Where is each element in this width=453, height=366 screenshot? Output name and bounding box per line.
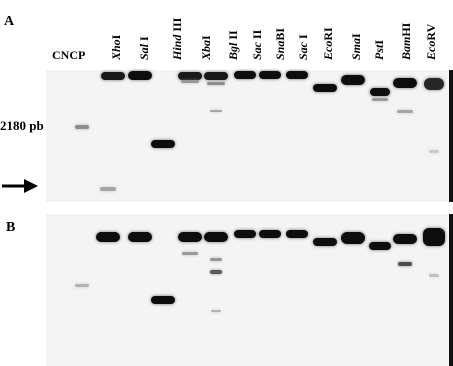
gel-band [75, 125, 89, 129]
lane-label-enzyme-name: Sal [137, 43, 151, 60]
gel-band [313, 238, 337, 246]
gel-band [429, 274, 439, 277]
lane-label-suffix: I [349, 33, 363, 38]
gel-band [151, 140, 175, 148]
gel-band [210, 110, 222, 112]
gel-band [128, 71, 152, 80]
gel-band [393, 78, 417, 88]
lane-label-enzyme-name: Xho [109, 39, 123, 60]
lane-label-enzyme-name: Sma [349, 37, 363, 60]
gel-band [207, 82, 225, 85]
lane-label-suffix: I [372, 39, 386, 45]
lane-label-hindiii [170, 17, 184, 60]
gel-band [211, 310, 221, 312]
lane-label-snabi [273, 27, 287, 60]
lane-label-suffix: I [137, 36, 151, 44]
lane-label-suffix: RV [424, 23, 438, 41]
lane-label-psti [372, 39, 386, 60]
gel-band [101, 72, 125, 80]
panel-divider [46, 202, 453, 214]
gel-band [397, 110, 413, 113]
gel-band [424, 78, 444, 90]
size-marker-label: 2180 pb [0, 118, 44, 133]
gel-band [341, 75, 365, 85]
gel-band [429, 150, 439, 153]
lane-label-suffix: I [109, 34, 123, 40]
lane-label-enzyme-name: Xba [199, 39, 213, 60]
lane-label-enzyme-name: Eco [321, 40, 335, 60]
gel-band [398, 262, 412, 266]
gel-band [204, 72, 228, 80]
lane-label-enzyme-name: Bam [399, 36, 413, 60]
lane-label-xhoi [109, 34, 123, 60]
lane-label-enzyme-name: Pst [372, 44, 386, 60]
lane-label-enzyme-name: Hind [170, 34, 184, 60]
gel-band [210, 270, 222, 274]
lane-label-suffix: BI [273, 27, 287, 41]
lane-label-suffix: RI [321, 27, 335, 41]
panel-a-label: A [4, 14, 15, 29]
lane-label-enzyme-name: Sna [273, 40, 287, 60]
lane-label-sacii [250, 29, 264, 60]
lane-label-suffix: HI [399, 22, 413, 37]
lane-label-enzyme-name: Sac [250, 42, 264, 60]
right-arrow-icon [2, 178, 38, 194]
gel-edge [449, 214, 453, 366]
lane-label-suffix: III [170, 17, 184, 35]
gel-band [234, 71, 256, 79]
lane-label-suffix: I [296, 34, 310, 42]
gel-band [313, 84, 337, 92]
gel-band [128, 232, 152, 242]
lane-label-enzyme-name: Eco [424, 40, 438, 60]
lane-label-bamhi [399, 22, 413, 60]
gel-band [181, 80, 199, 83]
gel-band [151, 296, 175, 304]
lane-label-saci [296, 34, 310, 60]
gel-band [100, 187, 116, 191]
gel-band [178, 232, 202, 242]
gel-band [286, 230, 308, 238]
gel-panel-a [46, 70, 453, 202]
lane-label-enzyme-name: Sac [296, 42, 310, 60]
gel-band [96, 232, 120, 242]
gel-band [204, 232, 228, 242]
gel-band [210, 258, 222, 261]
lane-label-ecorv [424, 23, 438, 60]
lane-label-xbai [199, 35, 213, 60]
lane-label-ecori [321, 27, 335, 60]
gel-band [341, 232, 365, 244]
lane-label-enzyme-name: Bgl [226, 42, 240, 60]
lane-label-suffix: II [226, 30, 240, 43]
gel-band [75, 284, 89, 287]
gel-band [372, 98, 388, 101]
gel-band [393, 234, 417, 244]
gel-band [178, 72, 202, 80]
gel-band [369, 242, 391, 250]
gel-panel-b [46, 214, 453, 366]
lane-label-sali [137, 36, 151, 60]
gel-band [259, 230, 281, 238]
gel-band [286, 71, 308, 79]
lane-label-suffix: II [250, 29, 264, 42]
gel-band [182, 252, 198, 255]
control-lane-label: CNCP [52, 48, 86, 62]
gel-band [259, 71, 281, 79]
gel-band [423, 228, 445, 246]
panel-b-label: B [6, 220, 16, 235]
gel-band [234, 230, 256, 238]
lane-label-bglii [226, 30, 240, 60]
gel-band [370, 88, 390, 96]
lane-label-smai [349, 33, 363, 60]
gel-edge [449, 70, 453, 202]
lane-label-suffix: I [199, 35, 213, 40]
